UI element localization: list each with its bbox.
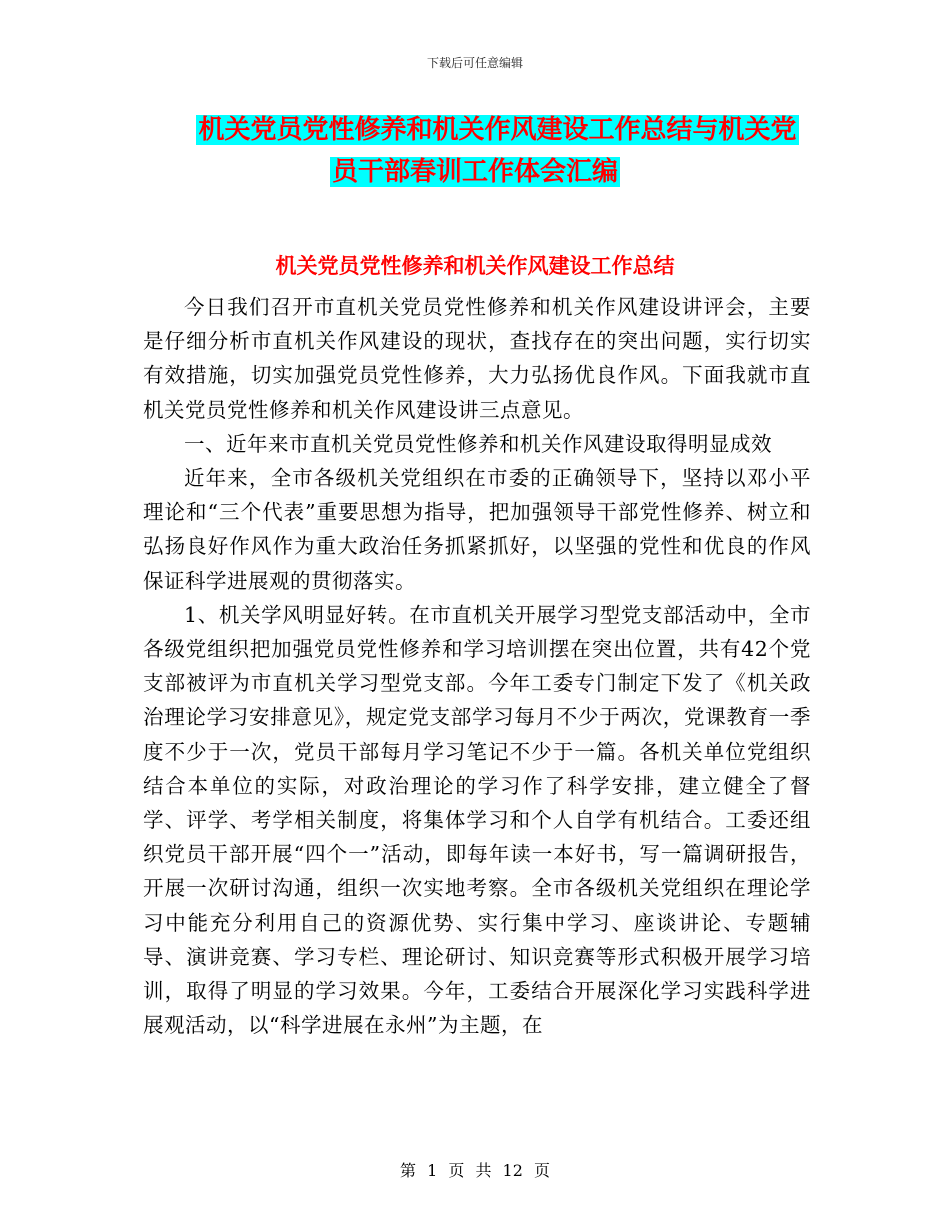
header-note: 下载后可任意编辑 xyxy=(426,56,523,70)
paragraph-summary: 近年来，全市各级机关党组织在市委的正确领导下，坚持以邓小平理论和“三个代表”重要思想为指导，把加强领导干部党性修养、树立和弘扬良好作风作为重大政治任务抓紧抓好，以坚强的党性和优良的作风保证科学进展观的贯彻落实。 xyxy=(143,466,811,593)
document-title-line-1-text: 机关党员党性修养和机关作风建设工作总结与机关党 xyxy=(198,115,797,145)
document-body xyxy=(143,290,811,1042)
page-number: 第 1 页 共 12 页 xyxy=(400,1161,550,1180)
document-title-line-1 xyxy=(0,112,950,148)
paragraph-item-1: 1、机关学风明显好转。在市直机关开展学习型党支部活动中，全市各级党组织把加强党员党性修养和学习培训摆在突出位置，共有42个党支部被评为市直机关学习型党支部。今年工委专门制定下发了《机关政治理论学习安排意见》，规定党支部学习每月不少于两次，党课教育一季度不少于一次，党员干部每月学习笔记不少于一篇。各机关单位党组织结合本单位的实际，对政治理论的学习作了科学安排，建立健全了督学、评学、考学相关制度，将集体学习和个人自学有机结合。工委还组织党员干部开展“四个一”活动，即每年读一本好书，写一篇调研报告，开展一次研讨沟通，组织一次实地考察。全市各级机关党组织在理论学习中能充分利用自己的资源优势、实行集中学习、座谈讲论、专题辅导、演讲竞赛、学习专栏、理论研讨、知识竞赛等形式积极开展学习培训，取得了明显的学习效果。今年，工委结合开展深化学习实践科学进展观活动，以“科学进展在永州”为主题，在 xyxy=(143,602,811,1038)
paragraph-heading-1: 一、近年来市直机关党员党性修养和机关作风建设取得明显成效 xyxy=(184,431,772,456)
paragraph-intro: 今日我们召开市直机关党员党性修养和机关作风建设讲评会，主要是仔细分析市直机关作风建设的现状，查找存在的突出问题，实行切实有效措施，切实加强党员党性修养，大力弘扬优良作风。下面我就市直机关党员党性修养和机关作风建设讲三点意见。 xyxy=(143,295,811,422)
section-title: 机关党员党性修养和机关作风建设工作总结 xyxy=(275,254,675,278)
document-title-line-2 xyxy=(0,154,950,190)
document-title-line-2-text: 员干部春训工作体会汇编 xyxy=(331,157,618,187)
